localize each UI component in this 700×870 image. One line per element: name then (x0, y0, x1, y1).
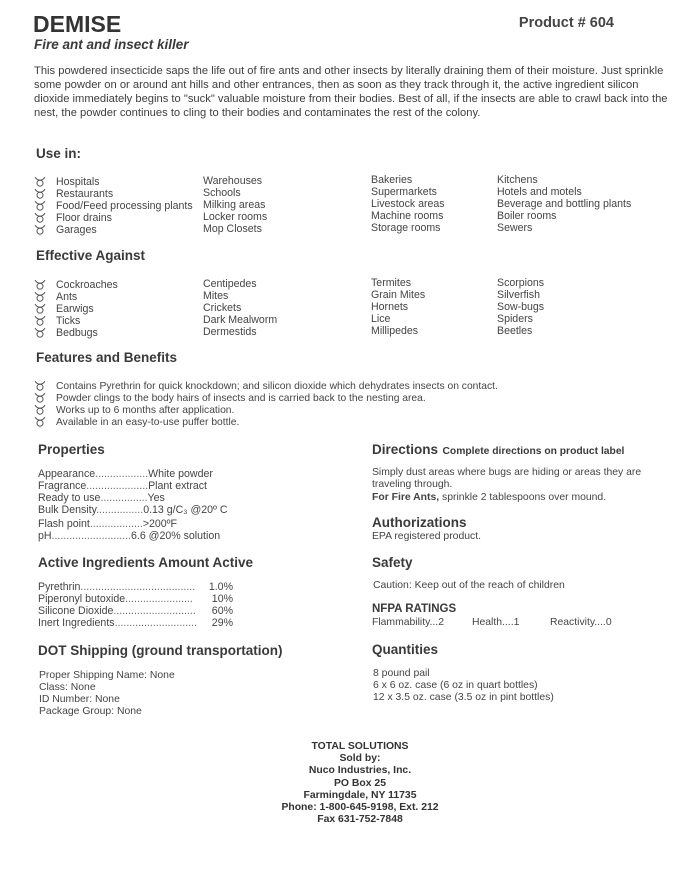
taurus-bullet-icon (34, 176, 46, 186)
directions-heading: Directions (372, 442, 439, 457)
nfpa-ratings (372, 617, 612, 629)
row-leader-dots: ....................................... (80, 581, 196, 593)
table-row (38, 530, 228, 542)
row-value: 10% (211, 593, 233, 605)
list-item (497, 186, 631, 198)
list-item-text: Lice (371, 313, 391, 326)
list-item (371, 313, 425, 325)
row-value: 29% (211, 617, 233, 629)
list-item-text: Schools (203, 187, 241, 200)
text-line: TOTAL SOLUTIONS (311, 741, 409, 752)
list-item (497, 301, 544, 313)
row-value: 6.6 @20% solution (131, 530, 221, 542)
taurus-bullet-icon (34, 315, 46, 325)
use-in-col-2 (203, 175, 267, 235)
list-item-text: Mop Closets (203, 223, 262, 236)
text-line: Phone: 1-800-645-9198, Ext. 212 (281, 802, 439, 814)
list-item (371, 277, 425, 289)
list-item-text: Sewers (497, 222, 533, 235)
text-line: Fax 631-752-7848 (317, 814, 403, 826)
taurus-bullet-icon (34, 303, 46, 313)
list-item-text: Crickets (203, 302, 242, 315)
quantities-lines (373, 668, 554, 704)
list-item-text: Restaurants (56, 188, 114, 201)
list-item-text: Scorpions (497, 277, 545, 289)
properties-table (38, 468, 228, 542)
taurus-bullet-icon (34, 224, 46, 234)
product-number: Product # 604 (518, 15, 614, 31)
taurus-bullet-icon (34, 212, 46, 222)
list-item-text: Locker rooms (203, 211, 268, 224)
text-line: PO Box 25 (334, 777, 386, 789)
intro-paragraph: This powdered insecticide saps the life out of fire ants and other insects by literally draining them of their moisture. Just sprinkle some powder on or around ant hills and other entrances, then as soon as they track through it, the active ingredient silicon dioxide immediately begins to "suck" valuable moisture from their bodies. Best of all, if the insects are able to crawl back into the nest, the powder continues to cling to their bodies and contaminates the rest of the colony. (34, 65, 668, 119)
taurus-bullet-icon (34, 392, 46, 402)
authorizations-text: EPA registered product. (372, 531, 481, 542)
quantities-heading: Quantities (372, 642, 439, 657)
taurus-bullet-icon (34, 200, 46, 210)
row-value: Plant extract (148, 480, 207, 492)
row-leader-dots: ................ (96, 504, 144, 516)
text-line: Farmingdale, NY 11735 (303, 789, 417, 801)
effective-against-col-4 (497, 277, 544, 337)
dot-shipping-lines (39, 670, 175, 718)
taurus-bullet-icon (34, 416, 46, 426)
seller-info (250, 741, 470, 826)
taurus-bullet-icon (34, 404, 46, 414)
list-item-text: Dark Mealworm (203, 314, 278, 327)
row-label: Flash point (38, 518, 90, 530)
list-item-text: Dermestids (203, 326, 257, 339)
list-item-text: Kitchens (497, 174, 538, 186)
nfpa-flammability: Flammability...2 (372, 617, 444, 628)
text-line: Nuco Industries, Inc. (308, 765, 412, 777)
table-row (38, 593, 233, 605)
list-item (371, 186, 445, 198)
active-ingredients-heading: Active Ingredients Amount Active (38, 555, 254, 570)
row-leader-dots: .................. (95, 468, 149, 480)
list-item (371, 289, 425, 301)
dot-shipping-heading: DOT Shipping (ground transportation) (38, 643, 283, 658)
authorizations-heading: Authorizations (372, 515, 467, 530)
list-item-text: Hospitals (56, 176, 100, 188)
text-line: Class: None (39, 682, 96, 693)
properties-heading: Properties (38, 442, 105, 457)
directions-text: Simply dust areas where bugs are hiding or areas they are traveling through. (372, 467, 642, 491)
nfpa-health: Health....1 (472, 617, 520, 628)
list-item-text: Centipedes (203, 278, 257, 290)
table-row (38, 492, 228, 504)
list-item-text: Machine rooms (371, 210, 444, 223)
taurus-bullet-icon (34, 188, 46, 198)
product-title: DEMISE (33, 11, 122, 37)
table-row (38, 480, 228, 492)
list-item (497, 325, 544, 337)
list-item (203, 290, 277, 302)
list-item-text: Food/Feed processing plants (56, 200, 193, 213)
features-list (34, 380, 498, 428)
list-item (371, 210, 445, 222)
row-value: 1.0% (208, 581, 233, 593)
list-item (203, 278, 277, 290)
table-row (38, 518, 228, 530)
list-item-text: Supermarkets (371, 186, 437, 199)
table-row (38, 617, 233, 629)
list-item-text: Contains Pyrethrin for quick knockdown; and silicon dioxide which dehydrates insects on contact. (56, 381, 498, 392)
row-leader-dots: ....................... (125, 593, 193, 605)
list-item (34, 200, 193, 212)
list-item-text: Beetles (497, 325, 533, 338)
list-item (34, 291, 118, 303)
active-ingredients-table (38, 581, 233, 629)
list-item (203, 187, 267, 199)
row-value: 0.13 g/C₃ @20º C (143, 504, 228, 516)
list-item (203, 314, 277, 326)
list-item (203, 175, 267, 187)
fire-ants-label: For Fire Ants, (372, 491, 440, 503)
row-leader-dots: .................. (89, 518, 143, 530)
taurus-bullet-icon (34, 327, 46, 337)
list-item (34, 315, 118, 327)
row-leader-dots: ............................ (113, 605, 196, 617)
directions-fire-ants (372, 492, 662, 504)
row-label: Bulk Density (38, 504, 97, 516)
table-row (38, 581, 233, 593)
text-line: Package Group: None (39, 706, 142, 717)
list-item (203, 223, 267, 235)
text-line: 12 x 3.5 oz. case (3.5 oz in pint bottles) (373, 692, 554, 703)
list-item-text: Silverfish (497, 289, 540, 302)
product-subtitle: Fire ant and insect killer (34, 37, 189, 52)
directions-body (372, 467, 662, 504)
list-item (371, 174, 445, 186)
list-item-text: Storage rooms (371, 222, 441, 235)
list-item-text: Works up to 6 months after application. (56, 405, 235, 417)
list-item-text: Spiders (497, 313, 533, 326)
list-item-text: Livestock areas (371, 198, 445, 211)
list-item-text: Mites (203, 290, 229, 303)
list-item (371, 325, 425, 337)
list-item (34, 404, 498, 416)
row-leader-dots: ................ (100, 492, 148, 504)
effective-against-col-3 (371, 277, 425, 337)
list-item-text: Ants (56, 291, 78, 304)
row-value: Yes (147, 492, 165, 504)
list-item-text: Bakeries (371, 174, 413, 186)
list-item (34, 327, 118, 339)
directions-header (372, 441, 624, 459)
list-item-text: Sow-bugs (497, 301, 545, 314)
row-leader-dots: ............................ (114, 617, 197, 629)
text-line: 6 x 6 oz. case (6 oz in quart bottles) (373, 680, 538, 691)
list-item (34, 303, 118, 315)
list-item (497, 313, 544, 325)
row-value: White powder (148, 468, 213, 480)
safety-text: Caution: Keep out of the reach of children (373, 580, 565, 591)
list-item-text: Warehouses (203, 175, 263, 187)
list-item (34, 224, 193, 236)
nfpa-reactivity: Reactivity....0 (550, 617, 612, 628)
list-item-text: Floor drains (56, 212, 112, 225)
list-item-text: Termites (371, 277, 412, 289)
list-item (34, 279, 118, 291)
row-label: Piperonyl butoxide (38, 593, 126, 605)
list-item (497, 277, 544, 289)
use-in-col-3 (371, 174, 445, 234)
list-item (34, 380, 498, 392)
row-label: Silicone Dioxide (38, 605, 114, 617)
table-row (38, 468, 228, 480)
safety-heading: Safety (372, 555, 413, 570)
use-in-heading: Use in: (36, 146, 82, 161)
effective-against-col-1 (34, 279, 118, 339)
row-label: Ready to use (38, 492, 101, 504)
list-item-text: Boiler rooms (497, 210, 557, 223)
fire-ants-text: sprinkle 2 tablespoons over mound. (439, 491, 607, 503)
row-leader-dots: ..................... (86, 480, 149, 492)
list-item-text: Beverage and bottling plants (497, 198, 632, 211)
taurus-bullet-icon (34, 291, 46, 301)
list-item (34, 212, 193, 224)
list-item (203, 199, 267, 211)
list-item-text: Powder clings to the body hairs of insects and is carried back to the nesting area. (56, 393, 426, 405)
list-item-text: Milking areas (203, 199, 266, 212)
list-item (371, 198, 445, 210)
directions-subheading: Complete directions on product label (442, 446, 625, 457)
text-line: 8 pound pail (373, 668, 430, 679)
list-item (34, 392, 498, 404)
row-value: 60% (211, 605, 233, 617)
list-item (497, 174, 631, 186)
list-item-text: Grain Mites (371, 289, 426, 302)
use-in-col-4 (497, 174, 631, 234)
list-item-text: Millipedes (371, 325, 419, 338)
list-item (497, 210, 631, 222)
table-row (38, 504, 228, 516)
list-item-text: Garages (56, 224, 97, 237)
list-item-text: Earwigs (56, 303, 94, 316)
list-item (34, 176, 193, 188)
taurus-bullet-icon (34, 380, 46, 390)
effective-against-col-2 (203, 278, 277, 338)
text-line: Sold by: (339, 753, 381, 765)
row-leader-dots: ........................... (51, 530, 132, 542)
list-item-text: Cockroaches (56, 279, 118, 291)
list-item-text: Bedbugs (56, 327, 98, 340)
list-item (203, 211, 267, 223)
taurus-bullet-icon (34, 279, 46, 289)
list-item (497, 198, 631, 210)
list-item (203, 302, 277, 314)
list-item (371, 222, 445, 234)
list-item (34, 188, 193, 200)
table-row (38, 605, 233, 617)
effective-against-heading: Effective Against (36, 248, 146, 263)
row-label: Appearance (38, 468, 96, 480)
list-item (497, 222, 631, 234)
list-item-text: Hornets (371, 301, 409, 314)
row-label: Fragrance (38, 480, 87, 492)
list-item (34, 416, 498, 428)
list-item (371, 301, 425, 313)
list-item (497, 289, 544, 301)
use-in-col-1 (34, 176, 193, 236)
row-label: Pyrethrin (38, 581, 81, 593)
row-value: >200ºF (142, 518, 178, 530)
row-label: pH (38, 530, 52, 542)
list-item (203, 326, 277, 338)
list-item-text: Hotels and motels (497, 186, 582, 199)
text-line: ID Number: None (39, 694, 120, 705)
text-line: Proper Shipping Name: None (39, 670, 175, 681)
row-label: Inert Ingredients (38, 617, 115, 629)
nfpa-heading: NFPA RATINGS (372, 603, 457, 615)
list-item-text: Available in an easy-to-use puffer bottle. (56, 417, 240, 429)
list-item-text: Ticks (56, 315, 81, 328)
features-heading: Features and Benefits (36, 350, 178, 365)
